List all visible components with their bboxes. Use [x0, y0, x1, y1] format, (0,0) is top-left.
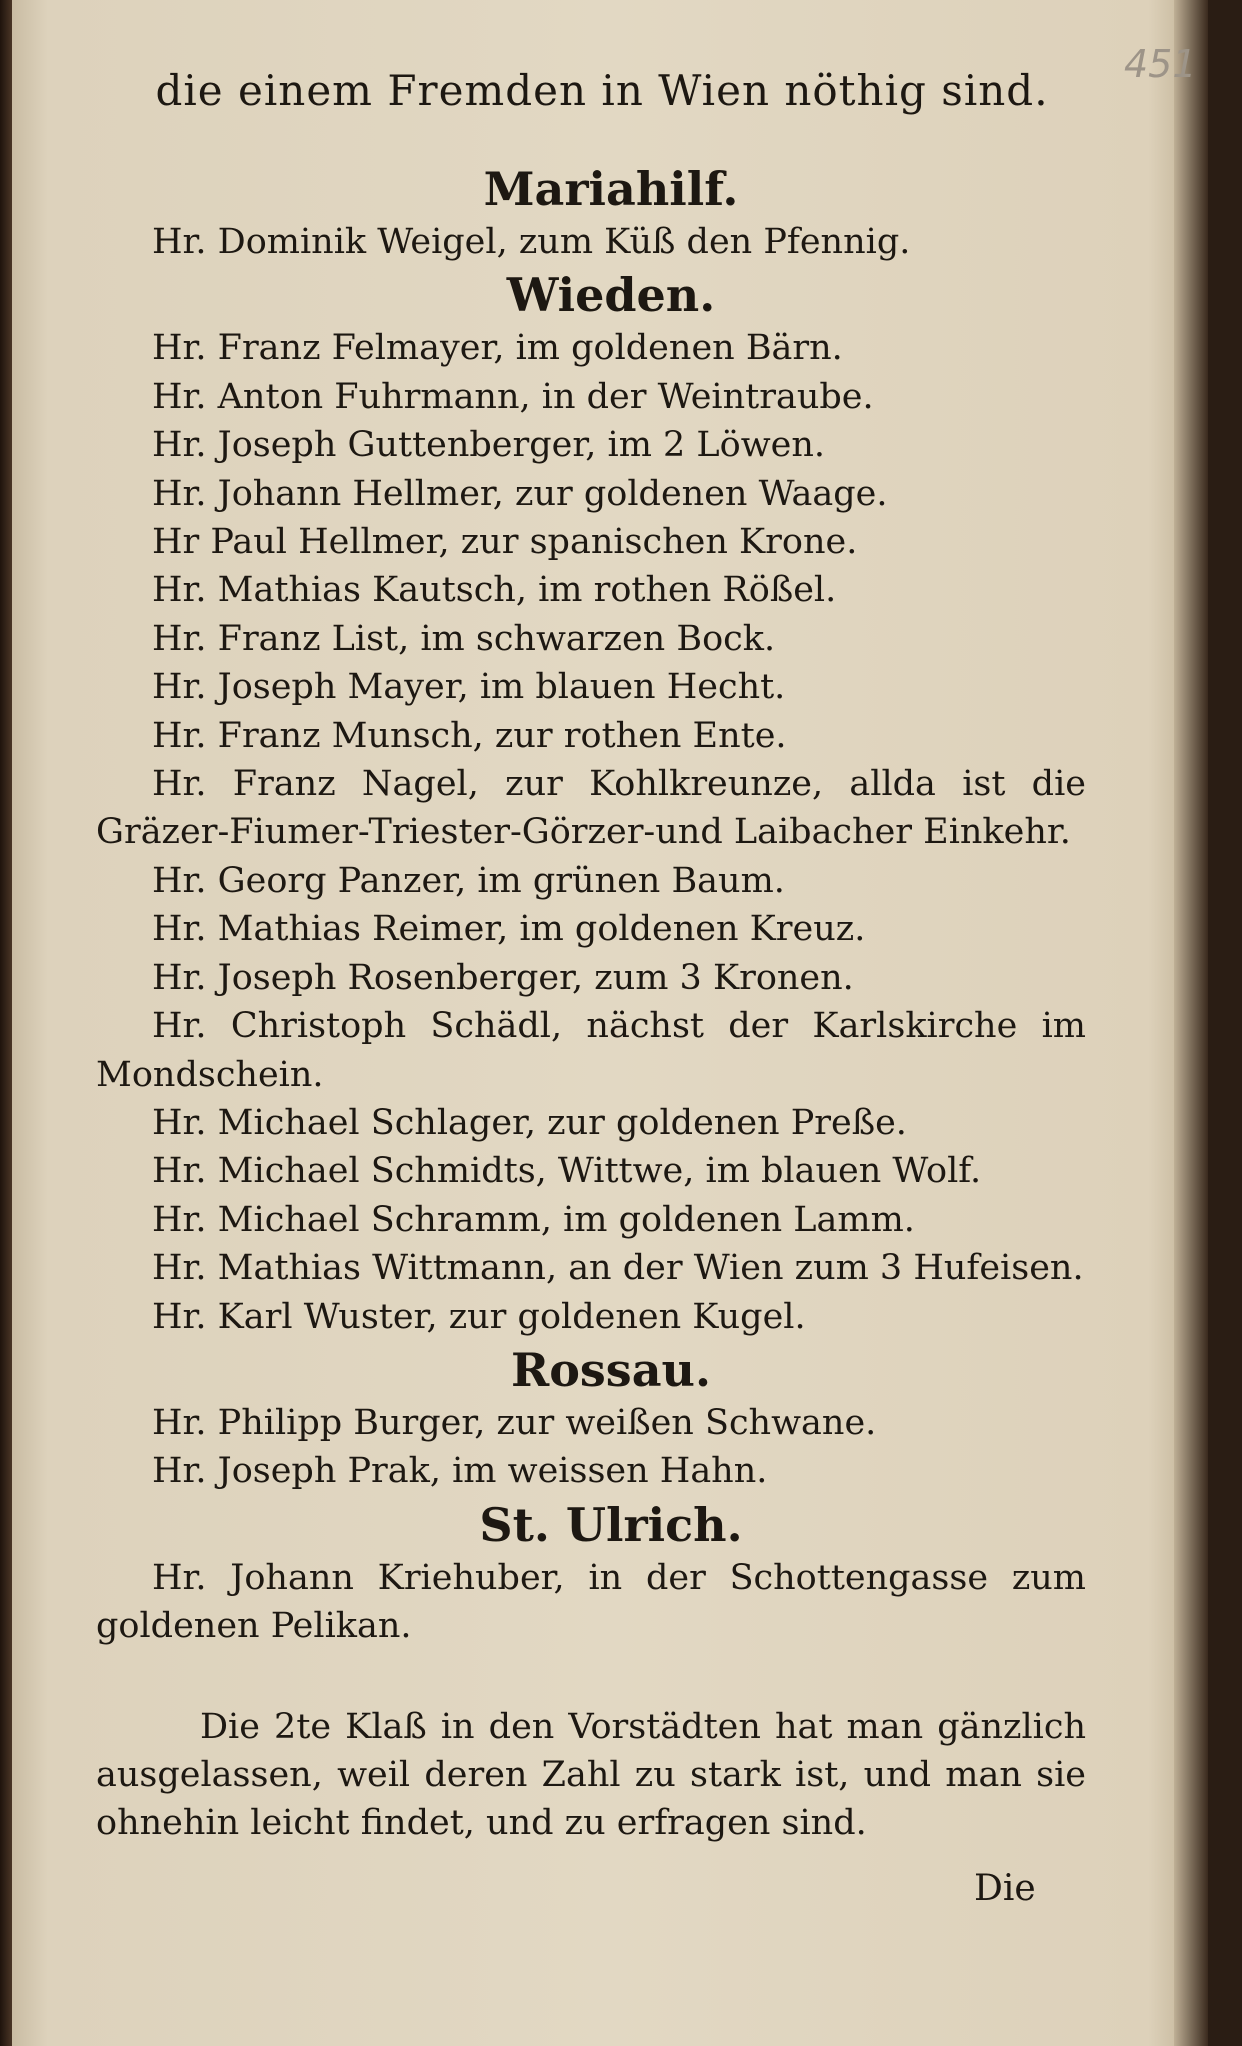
- list-item: Hr. Mathias Reimer, im goldenen Kreuz.: [152, 909, 866, 950]
- section-st-ulrich: [96, 1496, 1086, 1651]
- list-item: Hr. Joseph Mayer, im blauen Hecht.: [152, 667, 786, 708]
- page-body: [96, 160, 1086, 1847]
- list-item: Hr. Anton Fuhrmann, in der Weintraube.: [152, 376, 874, 417]
- running-head: die einem Fremden in Wien nöthig sind.: [155, 66, 1049, 115]
- list-item: Hr. Joseph Guttenberger, im 2 Löwen.: [152, 425, 826, 466]
- list-item: Hr. Karl Wuster, zur goldenen Kugel.: [152, 1296, 806, 1337]
- list-item: Hr. Mathias Kautsch, im rothen Rößel.: [152, 570, 837, 611]
- list-item: Hr Paul Hellmer, zur spanischen Krone.: [152, 522, 858, 563]
- section-rossau: [96, 1341, 1086, 1496]
- catchword: Die: [974, 1868, 1036, 1909]
- book-page: [12, 0, 1208, 2046]
- folio-number: 451: [1124, 42, 1197, 86]
- list-item: Hr. Johann Hellmer, zur goldenen Waage.: [152, 473, 888, 514]
- list-item: Hr. Dominik Weigel, zum Küß den Pfennig.: [152, 222, 911, 262]
- list-item: Hr. Philipp Burger, zur weißen Schwane.: [152, 1402, 877, 1443]
- page-edge-shadow: [1174, 0, 1208, 2046]
- section-heading: Wieden.: [506, 268, 716, 323]
- list-item: Hr. Franz Nagel, zur Kohlkreunze, allda ist die Gräzer-Fiumer-Triester-Görzer-und Laibacher Einkehr.: [96, 764, 1086, 853]
- list-item: Hr. Franz Felmayer, im goldenen Bärn.: [152, 328, 843, 369]
- list-item: Hr. Joseph Rosenberger, zum 3 Kronen.: [152, 957, 854, 998]
- list-item: Hr. Joseph Prak, im weissen Hahn.: [152, 1451, 768, 1492]
- section-mariahilf: [96, 160, 1086, 266]
- section-heading: St. Ulrich.: [479, 1497, 743, 1552]
- list-item: Hr. Franz Munsch, zur rothen Ente.: [152, 715, 787, 756]
- list-item: Hr. Mathias Wittmann, an der Wien zum 3 Hufeisen.: [152, 1248, 1084, 1289]
- closing-note: Die 2te Klaß in den Vorstädten hat man gänzlich ausgelassen, weil deren Zahl zu stark ist, und man sie ohnehin leicht findet, und zu erfragen sind.: [96, 1706, 1086, 1843]
- section-heading: Rossau.: [511, 1342, 711, 1397]
- list-item: Hr. Michael Schramm, im goldenen Lamm.: [152, 1199, 915, 1240]
- list-item: Hr. Christoph Schädl, nächst der Karlskirche im Mondschein.: [96, 1006, 1086, 1095]
- section-wieden: [96, 266, 1086, 1341]
- list-item: Hr. Johann Kriehuber, in der Schottengasse zum goldenen Pelikan.: [96, 1557, 1086, 1647]
- section-heading: Mariahilf.: [483, 162, 739, 216]
- list-item: Hr. Michael Schmidts, Wittwe, im blauen Wolf.: [152, 1151, 982, 1192]
- book-spine: [0, 0, 12, 2046]
- list-item: Hr. Georg Panzer, im grünen Baum.: [152, 860, 785, 901]
- list-item: Hr. Franz List, im schwarzen Bock.: [152, 618, 776, 659]
- list-item: Hr. Michael Schlager, zur goldenen Preße.: [152, 1102, 907, 1143]
